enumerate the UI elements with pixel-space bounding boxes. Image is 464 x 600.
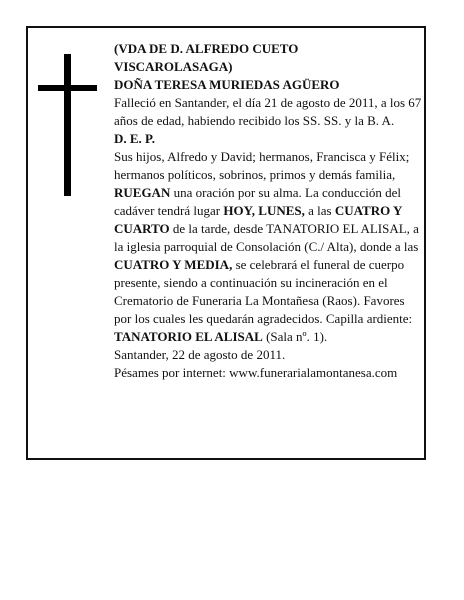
funeral-part: una oración por su alma. La conducción del cadáver tendrá lugar: [114, 185, 402, 218]
family-line: Sus hijos, Alfredo y David; hermanos, Francisca y Félix; hermanos políticos, sobrinos, primos y demás familia,: [114, 149, 410, 182]
death-notice: Falleció en Santander, el día 21 de agosto de 2011, a los 67 años de edad, habiendo recibido los SS. SS. y la B. A.: [114, 95, 422, 128]
funeral-part: de la tarde, desde TANATORIO EL ALISAL, a la iglesia parroquial de Consolación (C./ Alta), donde a las: [114, 221, 419, 254]
header-line: (VDA DE D. ALFREDO CUETO: [114, 41, 299, 56]
funeral-part: a las: [304, 203, 335, 218]
header-line: VISCAROLASAGA): [114, 59, 233, 74]
funeral-part: TANATORIO EL ALISAL: [114, 329, 263, 344]
dep-line: D. E. P.: [114, 131, 156, 146]
place-date: Santander, 22 de agosto de 2011.: [114, 347, 286, 362]
funeral-part: CUATRO Y CUARTO: [114, 203, 402, 236]
cross-icon-horizontal: [38, 85, 97, 91]
funeral-part: se celebrará el funeral de cuerpo presente, siendo a continuación su incineración en el Crematorio de Funeraria La Montañesa (Raos). Favores por los cuales les quedarán agradecidos. Capilla ardiente:: [114, 257, 413, 326]
funeral-part: HOY, LUNES,: [223, 203, 305, 218]
funeral-part: CUATRO Y MEDIA,: [114, 257, 233, 272]
funeral-part: RUEGAN: [114, 185, 171, 200]
funeral-part: (Sala nº. 1).: [262, 329, 328, 344]
funeral-details: [114, 184, 422, 346]
obituary-text: [114, 40, 422, 382]
condolences-line: Pésames por internet: www.funerarialamontanesa.com: [114, 365, 398, 380]
cross-icon-vertical: [64, 54, 71, 196]
deceased-name: DOÑA TERESA MURIEDAS AGÜERO: [114, 77, 340, 92]
